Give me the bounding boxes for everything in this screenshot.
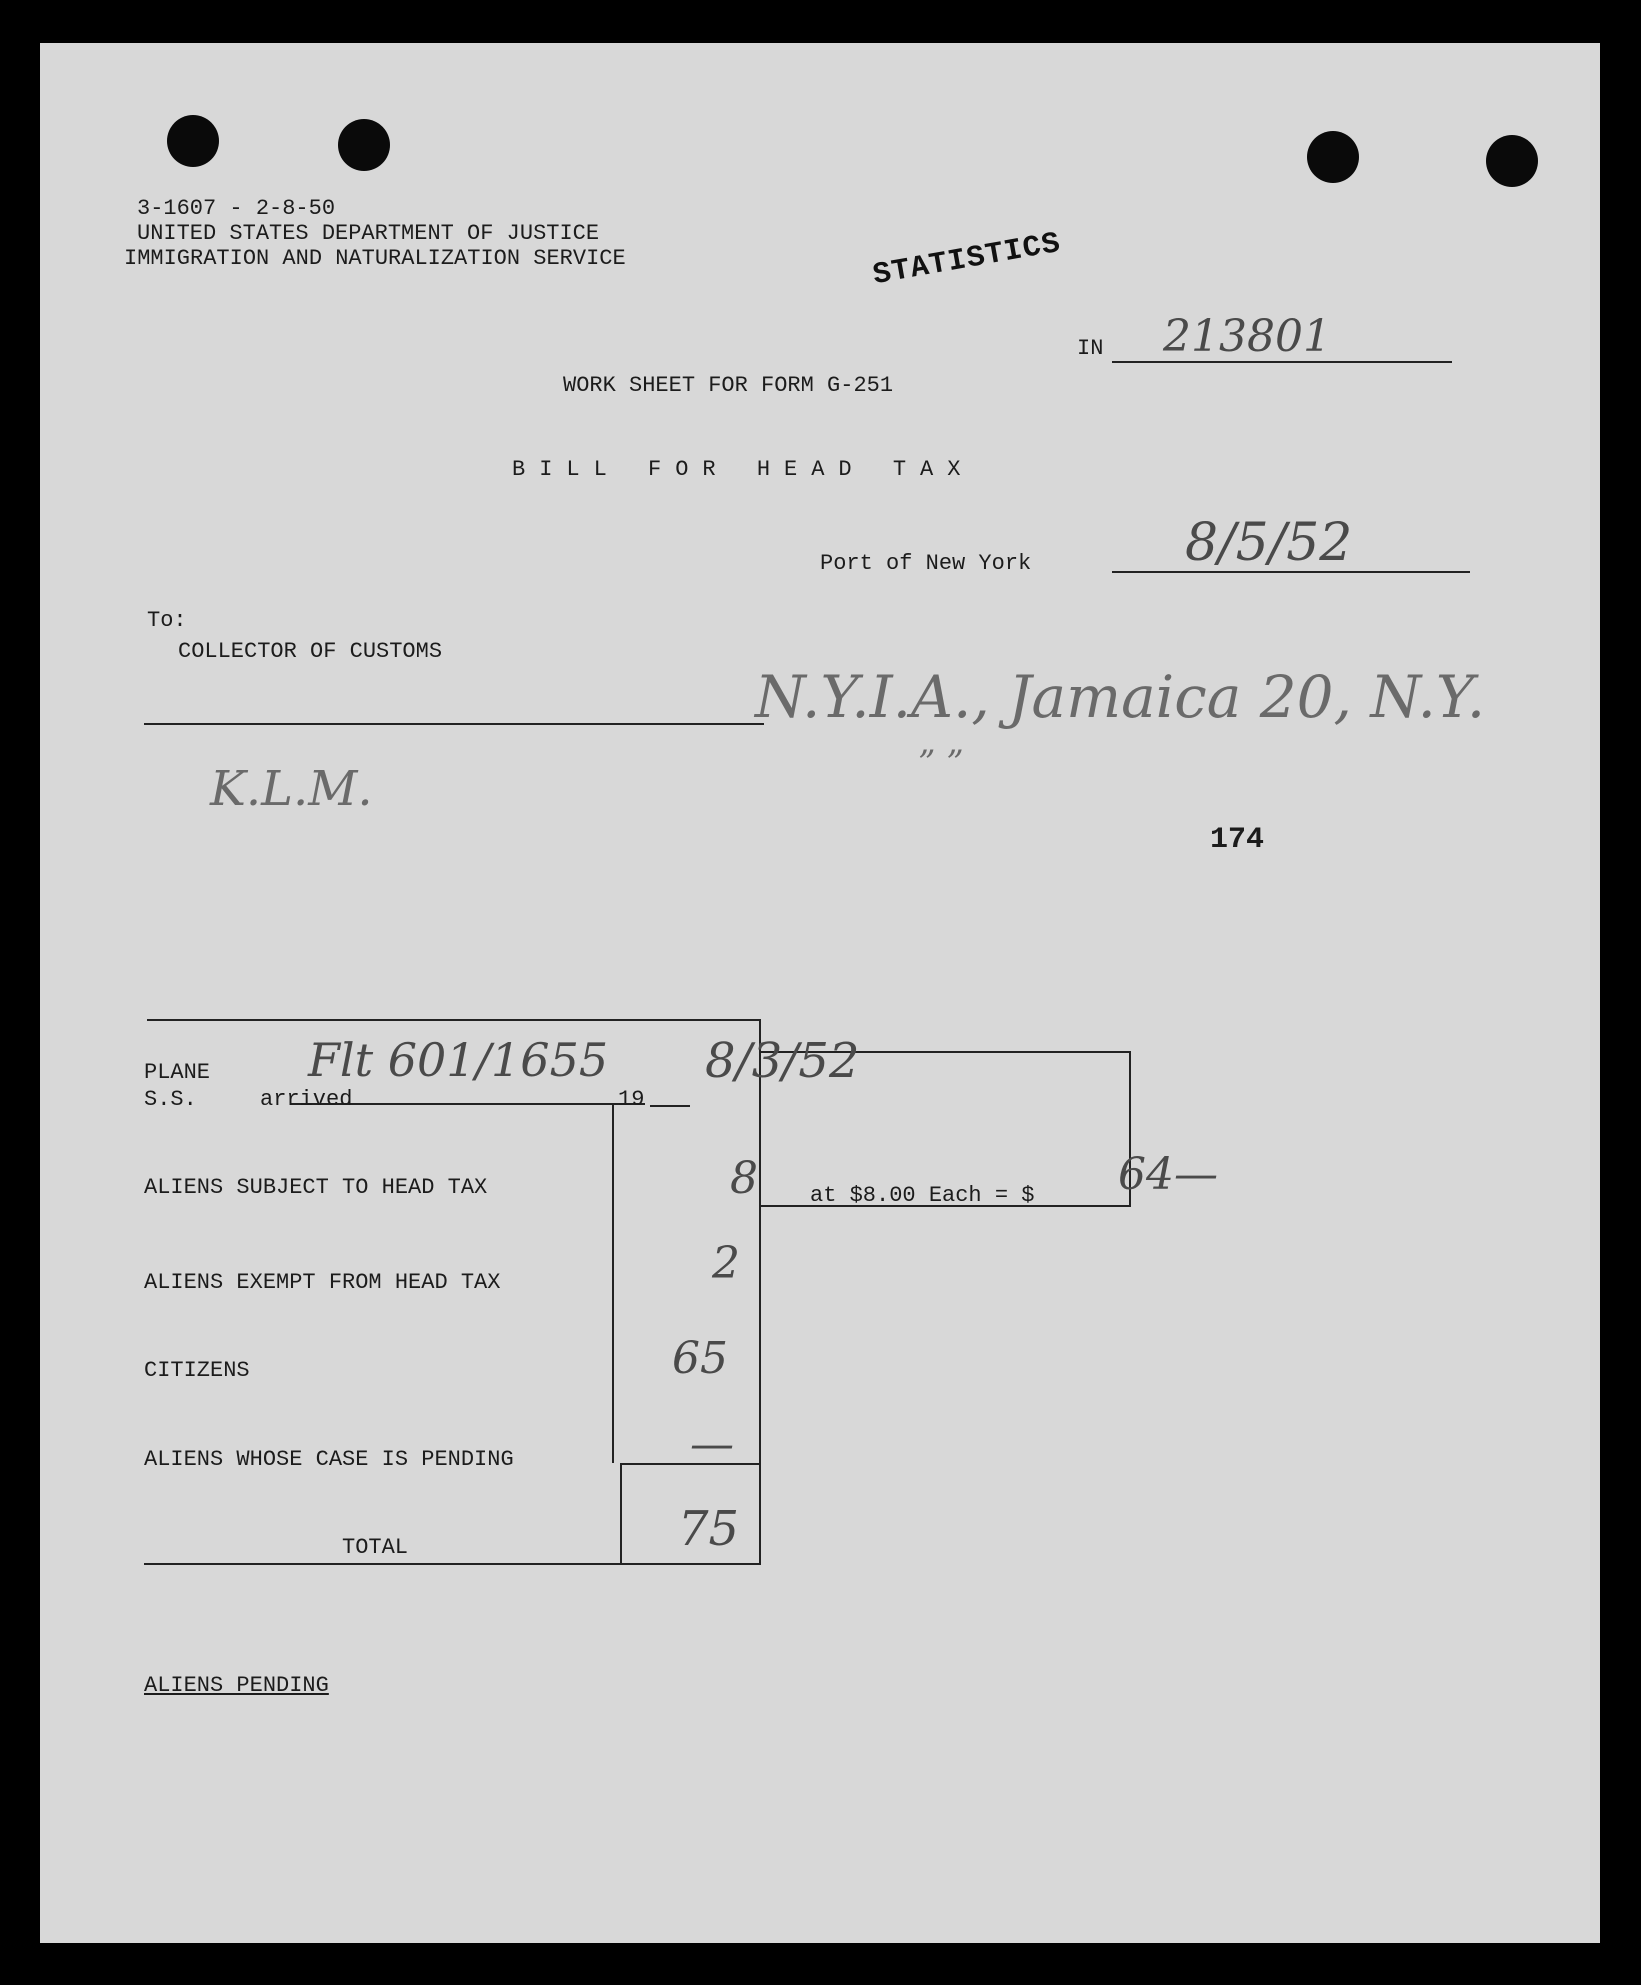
row-label-exempt: ALIENS EXEMPT FROM HEAD TAX — [144, 1270, 501, 1295]
total-value: 75 — [678, 1501, 740, 1557]
statistics-stamp: STATISTICS — [870, 226, 1064, 294]
row-value-citizens: 65 — [672, 1333, 728, 1384]
collector-label: COLLECTOR OF CUSTOMS — [178, 639, 443, 664]
document-sheet — [40, 43, 1600, 1943]
row-value-pending: — — [690, 1419, 734, 1470]
values-column-left — [612, 1103, 614, 1463]
in-label: IN — [1077, 336, 1104, 361]
row-label-subject: ALIENS SUBJECT TO HEAD TAX — [144, 1175, 488, 1200]
total-label: TOTAL — [342, 1535, 409, 1560]
values-column-right — [759, 1019, 761, 1565]
tax-amount: 64— — [1118, 1149, 1218, 1200]
row-value-exempt: 2 — [712, 1238, 740, 1289]
flight-number: Flt 601/1655 — [308, 1033, 609, 1087]
punch-hole — [167, 115, 219, 167]
punch-hole — [1486, 135, 1538, 187]
total-column-left — [620, 1463, 622, 1565]
arrival-date: 8/3/52 — [705, 1033, 860, 1089]
department-name: UNITED STATES DEPARTMENT OF JUSTICE — [137, 221, 600, 246]
punch-hole — [338, 119, 390, 171]
year-prefix: 19 — [618, 1087, 645, 1112]
port-date: 8/5/52 — [1185, 513, 1353, 573]
ss-label: S.S. — [144, 1087, 197, 1112]
plane-label: PLANE — [144, 1060, 211, 1085]
punch-hole — [1307, 131, 1359, 183]
year-underline — [650, 1105, 690, 1107]
bill-title: BILL FOR HEAD TAX — [512, 457, 975, 482]
table-bottom-rule — [144, 1563, 761, 1565]
in-number: 213801 — [1163, 311, 1331, 362]
form-id: 3-1607 - 2-8-50 — [137, 196, 336, 221]
carrier-name: K.L.M. — [210, 761, 373, 817]
table-top-rule — [147, 1019, 759, 1021]
port-label: Port of New York — [820, 551, 1032, 576]
collector-location: N.Y.I.A., Jamaica 20, N.Y. — [755, 663, 1486, 731]
arrived-label: arrived — [260, 1087, 353, 1112]
ditto-marks: ” ” — [918, 743, 964, 783]
worksheet-title: WORK SHEET FOR FORM G-251 — [563, 373, 894, 398]
rate-text: at $8.00 Each = $ — [810, 1183, 1035, 1208]
row-label-pending: ALIENS WHOSE CASE IS PENDING — [144, 1447, 514, 1472]
row-value-subject: 8 — [730, 1153, 758, 1204]
serial-number: 174 — [1210, 823, 1265, 857]
row-label-citizens: CITIZENS — [144, 1358, 250, 1383]
aliens-pending-heading: ALIENS PENDING — [144, 1673, 329, 1698]
collector-underline — [144, 723, 764, 725]
to-label: To: — [147, 608, 187, 633]
service-name: IMMIGRATION AND NATURALIZATION SERVICE — [124, 246, 626, 271]
